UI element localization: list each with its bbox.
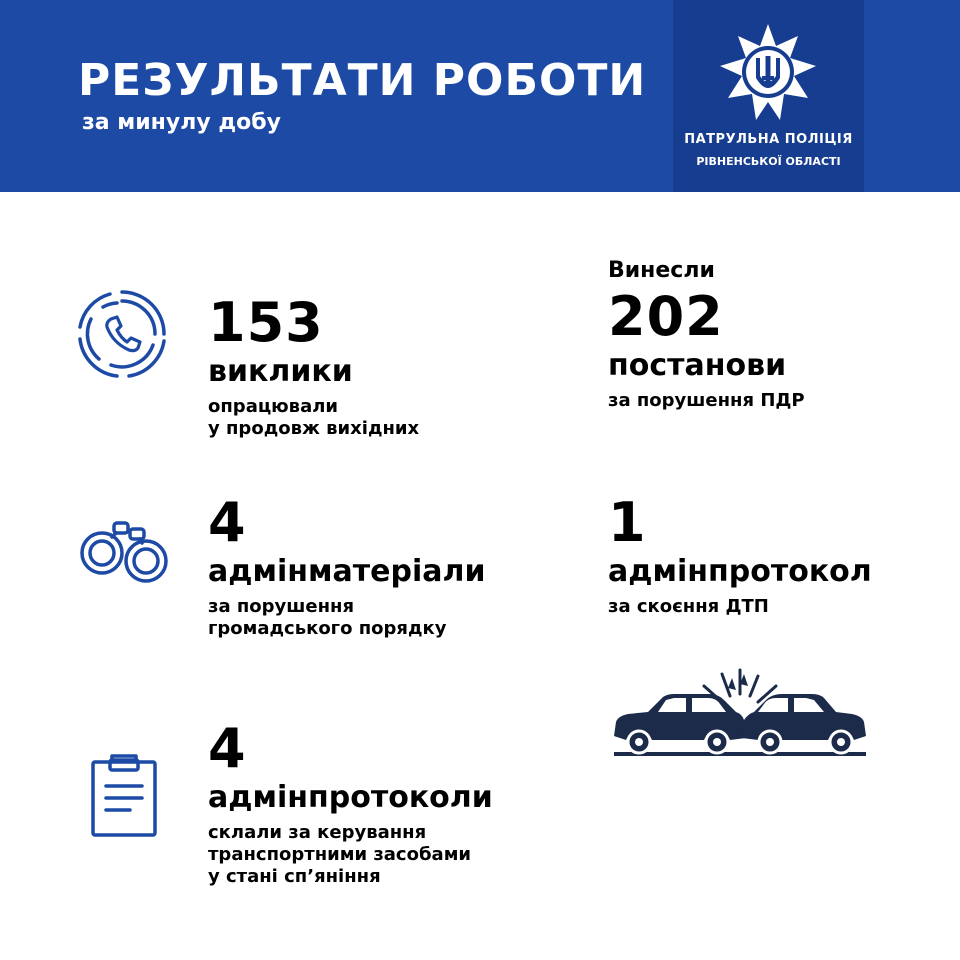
stat-admin-protocol-number: 1 [608, 491, 647, 554]
stat-rulings-desc-line1: за порушення ПДР [608, 390, 805, 411]
stat-admin-materials-desc [208, 596, 486, 640]
car-crash-icon [612, 664, 868, 764]
stat-admin-materials-desc-line1: за порушення [208, 596, 355, 617]
stat-admin-materials [208, 492, 486, 640]
stat-calls [208, 292, 419, 440]
phone-icon [77, 289, 167, 379]
stat-admin-protocols-desc-line1: склали за керування [208, 822, 427, 843]
stat-rulings-prefix: Винесли [608, 258, 715, 283]
stat-rulings-desc [608, 390, 805, 412]
stat-admin-materials-label: адмінматеріали [208, 554, 486, 589]
stat-admin-protocols [208, 718, 493, 888]
stat-rulings [608, 258, 805, 412]
stat-admin-protocol-desc-line1: за скоєння ДТП [608, 596, 769, 617]
stat-admin-protocols-desc [208, 822, 493, 888]
stat-admin-protocols-number: 4 [208, 717, 247, 780]
stat-calls-number: 153 [208, 291, 324, 354]
stat-admin-protocols-label: адмінпротоколи [208, 780, 493, 815]
stat-calls-desc-line1: опрацювали [208, 396, 339, 417]
stat-calls-desc-line2: у продовж вихідних [208, 418, 420, 439]
police-star-icon [716, 22, 820, 126]
badge-region: РІВНЕНСЬКОЇ ОБЛАСТІ [696, 155, 841, 168]
stat-admin-protocols-desc-line2: транспортними засобами [208, 844, 472, 865]
police-badge [673, 0, 864, 192]
stat-admin-protocol-desc [608, 596, 872, 618]
clipboard-icon [90, 752, 158, 838]
stat-admin-materials-number: 4 [208, 491, 247, 554]
stat-admin-materials-desc-line2: громадського порядку [208, 618, 447, 639]
page-title: РЕЗУЛЬТАТИ РОБОТИ [78, 55, 647, 106]
badge-title: ПАТРУЛЬНА ПОЛІЦІЯ [684, 132, 853, 147]
stat-calls-label: виклики [208, 354, 353, 389]
header-banner [0, 0, 960, 192]
handcuffs-icon [78, 515, 170, 587]
page-subtitle: за минулу добу [82, 110, 281, 135]
stat-rulings-label: постанови [608, 348, 787, 383]
stat-calls-desc [208, 396, 419, 440]
stat-admin-protocol [608, 492, 872, 618]
stat-admin-protocols-desc-line3: у стані сп’яніння [208, 866, 381, 887]
stat-admin-protocol-label: адмінпротокол [608, 554, 872, 589]
stat-rulings-number: 202 [608, 285, 724, 348]
